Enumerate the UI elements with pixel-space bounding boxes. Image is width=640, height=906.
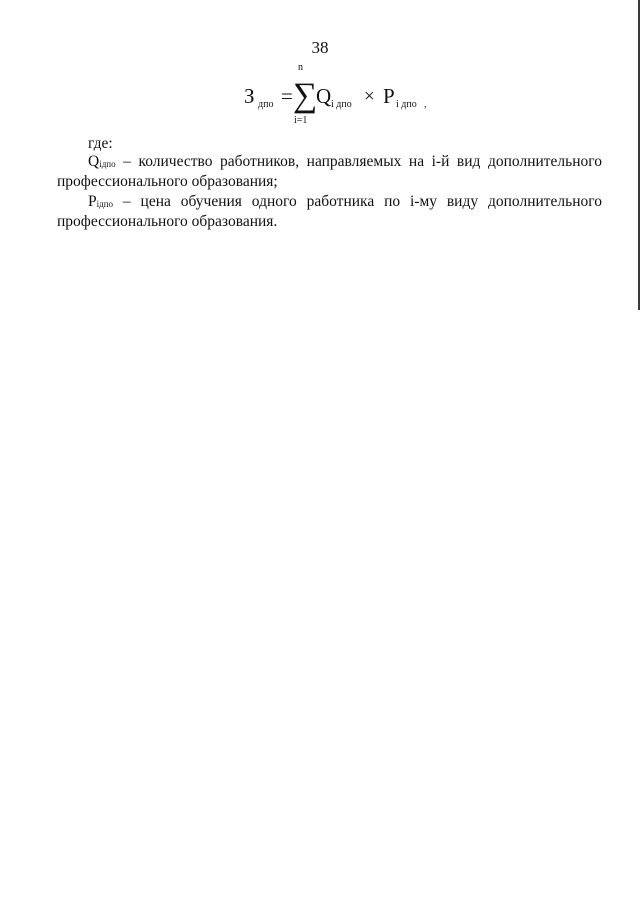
formula-term-q-symbol: Q (316, 84, 332, 108)
definition-q-subscript: iдпо (99, 159, 116, 169)
formula-term-p-symbol: P (383, 84, 395, 108)
definition-p-line-2: профессионального образования. (57, 213, 278, 230)
formula-term-p-subscript: i дпо (396, 99, 417, 110)
definition-p-line-1 (88, 192, 602, 214)
definition-q-line-1 (88, 152, 602, 174)
definition-q-text: – количество работников, направляемых на i-й вид дополнительного (123, 153, 603, 170)
definition-q-line-2: профессионального образования; (57, 173, 278, 190)
formula-sum-lower-limit: i=1 (294, 115, 308, 126)
formula-trailing-comma: , (424, 99, 427, 110)
definition-p-symbol: P (88, 193, 97, 210)
where-label: где: (88, 135, 113, 152)
formula-equals-sign: = (281, 84, 293, 108)
formula-term-q-subscript: i дпо (331, 99, 352, 110)
definition-q-symbol: Q (88, 153, 100, 170)
definition-p-subscript: iдпо (96, 199, 114, 209)
cost-formula (244, 62, 444, 128)
formula-times-sign: × (364, 86, 375, 107)
page-number: 38 (311, 38, 329, 57)
formula-sum-icon: ∑ (293, 77, 318, 114)
formula-sum-upper-limit: n (298, 62, 303, 73)
formula-lhs-symbol: З (244, 84, 255, 108)
definition-p-text: – цена обучения одного работника по i-му виду дополнительного (122, 193, 603, 210)
formula-lhs-subscript: дпо (258, 99, 274, 110)
